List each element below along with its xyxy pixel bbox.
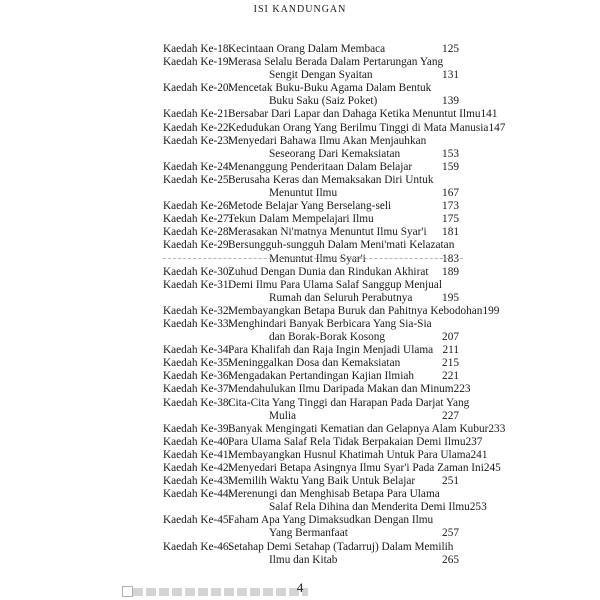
toc-entry-title: Berusaha Keras dan Memaksakan Diri Untuk: [228, 173, 434, 186]
toc-entry-line: [228, 435, 483, 449]
toc-entry: [163, 226, 459, 239]
toc-entry: [163, 135, 459, 161]
toc-entry-text: [228, 108, 498, 121]
toc-entry-label: Kaedah Ke-20:: [163, 82, 232, 95]
toc-entry-label: Kaedah Ke-25:: [163, 173, 232, 186]
toc-entry-label: Kaedah Ke-43:: [163, 475, 232, 488]
toc-entry: [163, 488, 487, 514]
toc-entry-text: [228, 396, 470, 423]
toc-entry: [163, 43, 459, 56]
toc-entry-label: Kaedah Ke-36:: [163, 370, 232, 383]
toc-entry-label: Kaedah Ke-31:: [163, 278, 232, 291]
toc-entry-title: Demi Ilmu Para Ulama Salaf Sanggup Menjual: [228, 278, 442, 291]
toc-entry-line: [228, 475, 459, 488]
toc-entry-title: Faham Apa Yang Dimaksudkan Dengan Ilmu: [228, 514, 434, 527]
toc-entry: [163, 279, 459, 305]
toc-entry-line: [228, 514, 459, 527]
toc-entry-line: [228, 121, 506, 135]
toc-entry-text: [228, 488, 487, 514]
toc-entry-text: [228, 226, 459, 239]
toc-entry-line: [228, 187, 459, 200]
toc-entry-line: [228, 253, 459, 266]
toc-entry-line: [228, 304, 500, 318]
toc-entry-text: [228, 370, 459, 383]
toc-entry-page: 223: [453, 383, 471, 396]
toc-entry-page: 245: [483, 462, 501, 474]
toc-entry-label: Kaedah Ke-26:: [163, 200, 232, 213]
toc-entry-label: Kaedah Ke-46:: [163, 540, 232, 553]
toc-entry: [163, 448, 488, 462]
toc-entry-title: Membayangkan Husnul Khatimah Untuk Para Ulama: [228, 448, 471, 461]
toc-entry-title: Buku Saku (Saiz Poket): [269, 95, 378, 108]
toc-entry-page: 207: [442, 331, 459, 344]
toc-entry-page: 159: [442, 160, 459, 173]
toc-entry-line: [228, 488, 459, 501]
toc-entry-line: [228, 69, 459, 82]
toc-entry-line: [228, 554, 459, 567]
toc-entry-label: Kaedah Ke-35:: [163, 357, 232, 370]
toc-entry-text: [228, 82, 459, 108]
toc-entry-text: [228, 462, 501, 475]
toc-entry-title: Para Khalifah dan Raja Ingin Menjadi Ulama: [228, 344, 434, 357]
toc-entry-line: [228, 541, 459, 554]
toc-entry-line: [228, 331, 459, 344]
toc-entry-page: 251: [442, 475, 459, 488]
toc-entry-text: [228, 541, 459, 567]
toc-entry-text: [228, 266, 459, 279]
toc-entry-text: [228, 174, 459, 200]
toc-entry-label: Kaedah Ke-24:: [163, 160, 232, 173]
toc-entry-label: Kaedah Ke-37:: [163, 383, 232, 396]
toc-entry-label: Kaedah Ke-21:: [163, 108, 232, 121]
toc-entry-page: 125: [442, 43, 459, 55]
toc-entry-title: Menanggung Penderitaan Dalam Belajar: [228, 160, 413, 173]
toc-entry-line: [228, 396, 470, 410]
toc-entry-line: [228, 410, 459, 423]
toc-entry-line: [228, 422, 506, 436]
toc-entry-page: 257: [442, 527, 459, 540]
toc-entry-page: 139: [442, 95, 459, 108]
toc-entry: [163, 514, 459, 540]
toc-entry-text: [228, 383, 471, 396]
toc-entry-title: Salaf Rela Dihina dan Menderita Demi Ilmu: [269, 501, 470, 514]
toc-entry-line: [228, 370, 459, 383]
toc-entry-title: Para Ulama Salaf Rela Tidak Berpakaian Demi Ilmu: [228, 435, 466, 448]
toc-entry-line: [228, 161, 459, 174]
toc-entry: [163, 462, 501, 475]
toc-entry-title: Yang Bermanfaat: [269, 527, 348, 540]
toc-entry-title: Cita-Cita Yang Tinggi dan Harapan Pada Darjat Yang: [228, 396, 470, 409]
toc-entry-line: [228, 200, 459, 213]
toc-entry-label: Kaedah Ke-19:: [163, 56, 232, 69]
toc-entry-label: Kaedah Ke-44:: [163, 488, 232, 501]
toc-entry-page: 173: [442, 200, 459, 213]
toc-entry-title: Meninggalkan Dosa dan Kemaksiatan: [228, 357, 401, 370]
toc-entry-title: Mengadakan Pertandingan Kajian Ilmiah: [228, 370, 415, 383]
toc-entry-text: [228, 135, 459, 161]
toc-entry-text: [228, 514, 459, 540]
toc-entry-line: [228, 135, 459, 148]
toc-entry-page: 227: [442, 409, 459, 422]
toc-entry-line: [228, 108, 498, 121]
toc-entry-title: Merenungi dan Menghisab Betapa Para Ulama: [228, 488, 440, 501]
toc-entry-title: Setahap Demi Setahap (Tadarruj) Dalam Memilih: [228, 540, 454, 553]
toc-entry-label: Kaedah Ke-29:: [163, 239, 232, 252]
toc-entry-label: Kaedah Ke-18:: [163, 43, 232, 55]
toc-entry-line: [228, 527, 459, 540]
toc-entry-title: Bersungguh-sungguh Dalam Meni'mati Kelazatan: [228, 239, 455, 252]
toc-entry-page: 153: [442, 147, 459, 160]
toc-entry-label: Kaedah Ke-22:: [163, 121, 232, 134]
toc-entry-label: Kaedah Ke-45:: [163, 514, 232, 527]
scan-artifact-line: [163, 258, 463, 259]
toc-entry-label: Kaedah Ke-39:: [163, 422, 232, 435]
toc-entry-label: Kaedah Ke-41:: [163, 448, 232, 461]
toc-entry-title: Tekun Dalam Mempelajari Ilmu: [228, 213, 374, 226]
toc-entry-title: Menyedari Bahawa Ilmu Akan Menjauhkan: [228, 134, 427, 147]
toc-entry-text: [228, 279, 459, 305]
toc-entry-title: Bersabar Dari Lapar dan Dahaga Ketika Menuntut Ilmu: [228, 108, 481, 121]
toc-entry-line: [228, 43, 459, 56]
toc-entry-text: [228, 475, 459, 488]
toc-entry-line: [228, 239, 459, 252]
toc-entry-label: Kaedah Ke-40:: [163, 435, 232, 448]
toc-entry-line: [228, 383, 471, 396]
toc-entry-label: Kaedah Ke-38:: [163, 396, 232, 409]
toc-entry-title: Rumah dan Seluruh Perabutnya: [269, 291, 413, 304]
toc-entry-page: 253: [469, 501, 487, 514]
toc-entry: [163, 370, 459, 383]
toc-entry-text: [228, 239, 459, 265]
toc-entry-page: 233: [488, 422, 506, 435]
toc-entry-text: [228, 435, 483, 449]
page-number: 4: [296, 580, 304, 595]
toc-entry-line: [228, 501, 487, 514]
toc-entry-title: Menuntut Ilmu: [269, 187, 338, 200]
toc-entry: [163, 239, 459, 265]
toc-entry: [163, 475, 459, 488]
toc-entry-title: Merasa Selalu Berada Dalam Pertarungan Yang: [228, 56, 444, 69]
toc-entry-text: [228, 43, 459, 56]
toc-entry: [163, 82, 459, 108]
toc-entry-label: Kaedah Ke-23:: [163, 134, 232, 147]
toc-entry-line: [228, 82, 459, 95]
page-header: ISI KANDUNGAN: [253, 4, 347, 15]
toc-entry: [163, 161, 459, 174]
toc-entry-title: Kecintaan Orang Dalam Membaca: [228, 43, 386, 55]
toc-entry-title: Mendahulukan Ilmu Daripada Makan dan Minum: [228, 383, 454, 396]
toc-entry: [163, 174, 459, 200]
toc-entry-line: [228, 56, 459, 69]
toc-entry: [163, 200, 459, 213]
toc-entry-text: [228, 422, 506, 436]
toc-entry-text: [228, 213, 459, 226]
toc-entry-title: Metode Belajar Yang Berselang-seli: [228, 200, 392, 213]
toc-entry-title: Mulia: [269, 409, 296, 422]
toc-entry-line: [228, 357, 459, 370]
toc-entry-text: [228, 161, 459, 174]
toc-entry-title: Zuhud Dengan Dunia dan Rindukan Akhirat: [228, 265, 429, 278]
toc-entry-title: Menyedari Betapa Asingnya Ilmu Syar'i Pada Zaman Ini: [228, 462, 484, 474]
toc-entry-text: [228, 200, 459, 213]
toc-entry-text: [228, 304, 500, 318]
toc-entry-page: 199: [482, 304, 500, 317]
toc-entry-line: [228, 95, 459, 108]
toc-entry-line: [228, 292, 459, 305]
toc-entry-text: [228, 56, 459, 82]
toc-entry-page: 147: [488, 121, 506, 134]
toc-entry-line: [228, 226, 459, 239]
toc-entry: [163, 541, 459, 567]
table-of-contents: [163, 43, 506, 567]
toc-entry-title: Banyak Mengingati Kematian dan Gelapnya Alam Kubur: [228, 422, 489, 435]
toc-entry-page: 175: [442, 213, 459, 226]
toc-entry-page: 221: [442, 370, 459, 383]
toc-entry: [163, 344, 459, 357]
toc-entry-text: [228, 357, 459, 370]
toc-entry-label: Kaedah Ke-30:: [163, 265, 232, 278]
toc-entry: [163, 396, 470, 423]
toc-entry-page: 241: [470, 448, 488, 461]
toc-entry: [163, 422, 506, 436]
toc-entry-title: Merasakan Ni'matnya Menuntut Ilmu Syar'i: [228, 226, 427, 239]
toc-entry: [163, 304, 500, 318]
toc-entry: [163, 108, 498, 121]
toc-entry-title: Menghindari Banyak Berbicara Yang Sia-Sia: [228, 317, 432, 330]
toc-entry-page: 167: [442, 187, 459, 200]
toc-entry-page: 131: [442, 69, 459, 82]
toc-entry-title: Menuntut Ilmu Syar'i: [269, 252, 366, 265]
toc-entry-page: 195: [442, 291, 459, 304]
toc-entry-title: dan Borak-Borak Kosong: [269, 331, 386, 344]
toc-entry-page: 211: [442, 344, 459, 357]
toc-entry-text: [228, 121, 506, 135]
toc-entry-line: [228, 266, 459, 279]
toc-entry-line: [228, 462, 501, 475]
toc-entry-line: [228, 344, 459, 357]
toc-entry-line: [228, 448, 488, 462]
toc-entry-page: 141: [480, 108, 498, 121]
toc-entry-label: Kaedah Ke-33:: [163, 317, 232, 330]
toc-entry-title: Sengit Dengan Syaitan: [269, 69, 373, 82]
toc-entry-title: Mencetak Buku-Buku Agama Dalam Bentuk: [228, 82, 432, 95]
toc-entry: [163, 383, 471, 396]
toc-entry-title: Memilih Waktu Yang Baik Untuk Belajar: [228, 475, 416, 488]
toc-entry-page: 181: [442, 226, 459, 239]
toc-entry-page: 183: [442, 252, 459, 265]
toc-entry: [163, 266, 459, 279]
toc-entry-page: 237: [465, 435, 483, 448]
toc-entry-label: Kaedah Ke-27:: [163, 213, 232, 226]
toc-entry-text: [228, 448, 488, 462]
toc-entry-label: Kaedah Ke-28:: [163, 226, 232, 239]
toc-entry: [163, 213, 459, 226]
toc-entry-line: [228, 279, 459, 292]
toc-entry-line: [228, 148, 459, 161]
toc-entry: [163, 357, 459, 370]
toc-entry-label: Kaedah Ke-32:: [163, 304, 232, 317]
toc-entry: [163, 121, 506, 135]
toc-entry-label: Kaedah Ke-34:: [163, 344, 232, 357]
toc-entry-line: [228, 318, 459, 331]
toc-entry-text: [228, 318, 459, 344]
toc-entry: [163, 435, 483, 449]
toc-entry: [163, 318, 459, 344]
toc-entry-title: Kedudukan Orang Yang Berilmu Tinggi di Mata Manusia: [228, 121, 489, 134]
toc-entry: [163, 56, 459, 82]
toc-entry-title: Ilmu dan Kitab: [269, 553, 338, 566]
toc-entry-title: Membayangkan Betapa Buruk dan Pahitnya Kebodohan: [228, 304, 483, 317]
toc-entry-page: 189: [442, 265, 459, 278]
toc-entry-page: 215: [442, 357, 459, 370]
toc-entry-line: [228, 213, 459, 226]
toc-entry-text: [228, 344, 459, 357]
toc-entry-title: Seseorang Dari Kemaksiatan: [269, 147, 401, 160]
toc-entry-label: Kaedah Ke-42:: [163, 462, 232, 474]
toc-entry-page: 265: [442, 553, 459, 566]
toc-entry-line: [228, 174, 459, 187]
